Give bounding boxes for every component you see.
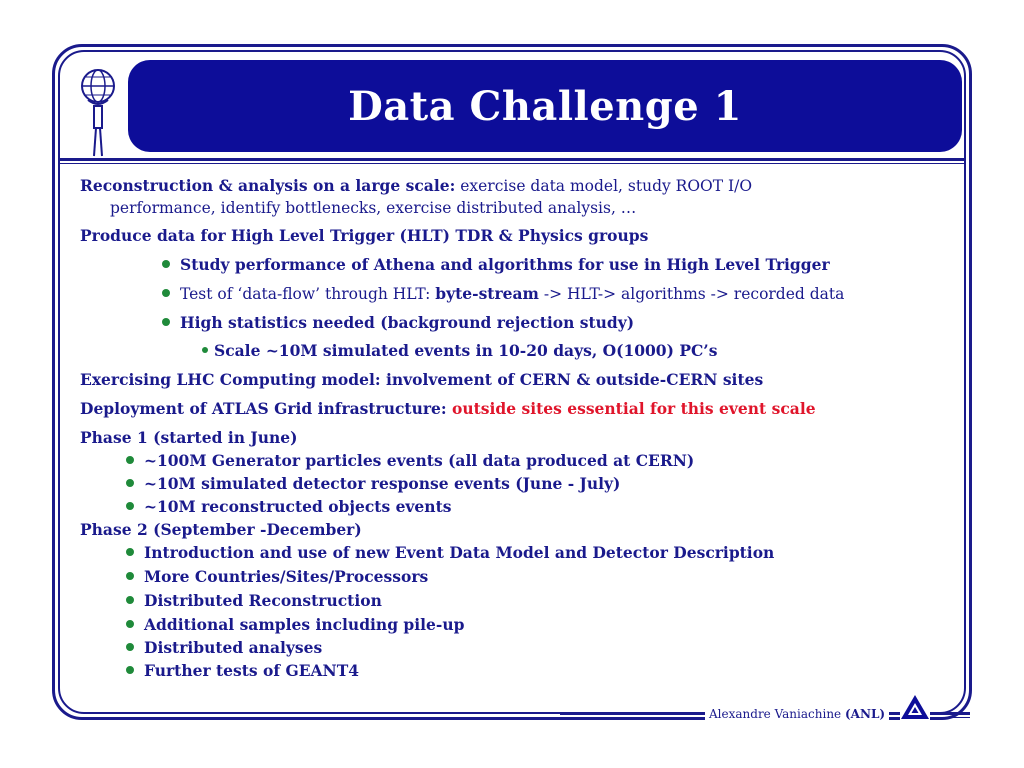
- divider: [58, 163, 966, 164]
- list-item: [126, 638, 322, 657]
- item-emphasis: byte-stream: [435, 284, 539, 303]
- item-text: Distributed analyses: [144, 638, 323, 657]
- bullet-icon: [126, 456, 134, 464]
- bullet-icon: [162, 289, 170, 297]
- list-item: [80, 428, 297, 447]
- anl-triangle-icon: [900, 694, 930, 720]
- list-item: [80, 226, 648, 245]
- item-text: Additional samples including pile-up: [144, 615, 465, 634]
- bullet-icon: [126, 666, 134, 674]
- list-item: [80, 176, 752, 195]
- item-heading: Deployment of ATLAS Grid infrastructure:: [80, 399, 447, 418]
- bullet-icon: [126, 643, 134, 651]
- list-item: [162, 255, 830, 274]
- item-text: Test of ‘data-flow’ through HLT:: [180, 285, 436, 303]
- title-bar: [128, 60, 962, 152]
- item-text: Distributed Reconstruction: [144, 591, 382, 610]
- list-item: [126, 497, 451, 516]
- item-text: Study performance of Athena and algorithms for use in High Level Trigger: [180, 255, 830, 274]
- item-heading: Phase 2 (September -December): [80, 520, 362, 539]
- author-name: Alexandre Vaniachine: [709, 707, 842, 721]
- list-item: [126, 543, 774, 562]
- list-item: [80, 370, 763, 389]
- list-item: [162, 284, 844, 303]
- bullet-icon: [126, 479, 134, 487]
- item-text: exercise data model, study ROOT I/O: [455, 177, 753, 195]
- list-item: [110, 198, 636, 217]
- item-text: ~100M Generator particles events (all data produced at CERN): [144, 451, 695, 470]
- list-item: [126, 567, 428, 586]
- list-item: [126, 591, 382, 610]
- item-heading: Exercising LHC Computing model: involvement of CERN & outside-CERN sites: [80, 370, 764, 389]
- atlas-figure-icon: [74, 64, 122, 162]
- item-highlight: outside sites essential for this event scale: [446, 399, 816, 418]
- list-item: [80, 520, 362, 539]
- item-text: ~10M reconstructed objects events: [144, 497, 452, 516]
- item-text: High statistics needed (background rejection study): [180, 313, 635, 332]
- bullet-icon: [126, 620, 134, 628]
- list-item: [126, 474, 620, 493]
- item-text: ~10M simulated detector response events (June - July): [144, 474, 621, 493]
- bullet-icon: [126, 502, 134, 510]
- bullet-icon: [126, 596, 134, 604]
- slide-title: Data Challenge 1: [348, 82, 742, 130]
- list-item: [162, 313, 634, 332]
- item-text: -> HLT-> algorithms -> recorded data: [538, 285, 845, 303]
- item-text: Introduction and use of new Event Data Model and Detector Description: [144, 543, 775, 562]
- list-item: [126, 451, 694, 470]
- item-text: Further tests of GEANT4: [144, 661, 360, 680]
- list-item: [126, 661, 359, 680]
- org-name: (ANL): [844, 707, 886, 721]
- list-item: [80, 399, 816, 418]
- bullet-icon: [126, 572, 134, 580]
- list-item: [202, 341, 717, 360]
- item-heading: Reconstruction & analysis on a large scale:: [80, 176, 456, 195]
- footer-credit: [705, 707, 889, 721]
- bullet-icon: [162, 260, 170, 268]
- item-heading: Phase 1 (started in June): [80, 428, 298, 447]
- bullet-icon: [202, 347, 208, 353]
- divider: [58, 158, 966, 161]
- bullet-icon: [162, 318, 170, 326]
- bullet-icon: [126, 548, 134, 556]
- item-heading: Produce data for High Level Trigger (HLT) TDR & Physics groups: [80, 226, 649, 245]
- list-item: [126, 615, 464, 634]
- item-text: More Countries/Sites/Processors: [144, 567, 429, 586]
- item-text: Scale ~10M simulated events in 10-20 days, O(1000) PC’s: [214, 341, 718, 360]
- item-text: performance, identify bottlenecks, exercise distributed analysis, …: [110, 199, 637, 217]
